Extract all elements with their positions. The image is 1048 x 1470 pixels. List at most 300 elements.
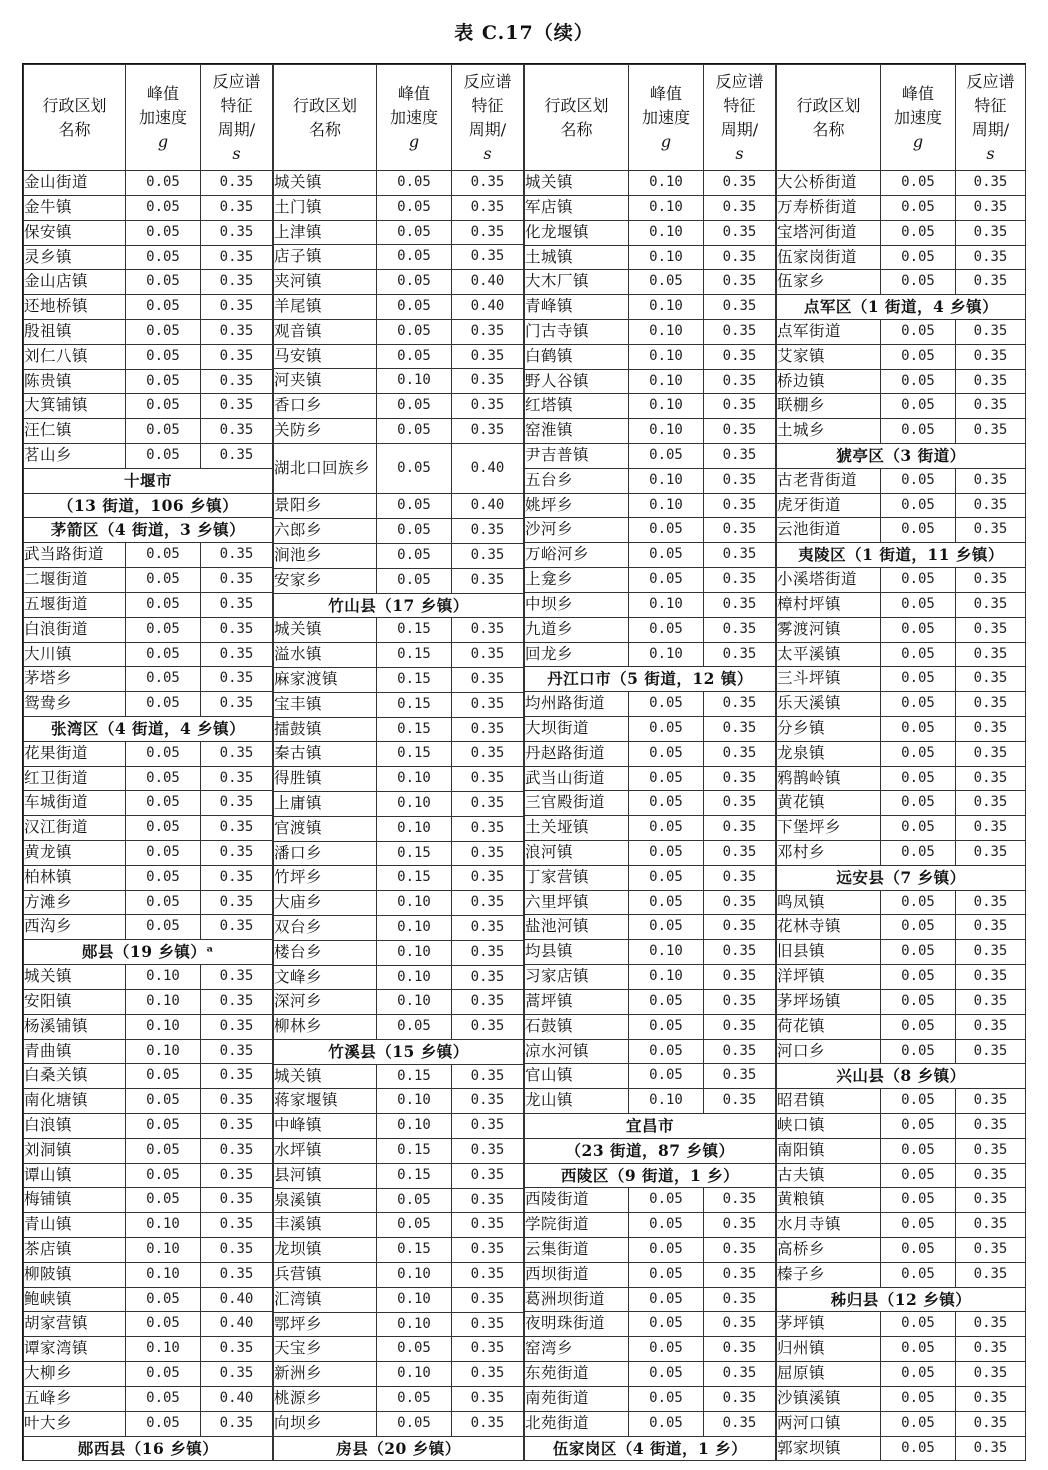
characteristic-period: 0.35 xyxy=(452,866,524,891)
table-row xyxy=(274,171,524,196)
characteristic-period: 0.35 xyxy=(704,1386,776,1411)
table-row xyxy=(274,344,524,369)
peak-acceleration: 0.05 xyxy=(881,319,956,344)
division-name: 葛洲坝街道 xyxy=(525,1287,629,1312)
division-name: 刘仁八镇 xyxy=(24,344,126,369)
division-name: 万寿桥街道 xyxy=(777,195,881,220)
division-name: 雾渡河镇 xyxy=(777,617,881,642)
characteristic-period: 0.35 xyxy=(452,1411,524,1436)
division-name: 丰溪镇 xyxy=(274,1213,377,1238)
header-name-line: 名称 xyxy=(812,119,845,139)
division-name: 云池街道 xyxy=(777,518,881,543)
peak-acceleration: 0.05 xyxy=(126,369,201,394)
peak-acceleration: 0.05 xyxy=(629,1039,704,1064)
group-heading: 秭归县（12 乡镇） xyxy=(777,1287,1026,1312)
characteristic-period: 0.35 xyxy=(452,519,524,544)
peak-acceleration: 0.15 xyxy=(377,1064,452,1089)
group-heading: 伍家岗区（4 街道，1 乡） xyxy=(525,1436,776,1461)
division-name: 沙河乡 xyxy=(525,518,629,543)
characteristic-period: 0.35 xyxy=(704,1039,776,1064)
group-heading: 宜昌市 xyxy=(525,1113,776,1138)
group-heading: 茅箭区（4 街道，3 乡镇） xyxy=(24,518,273,543)
characteristic-period: 0.35 xyxy=(201,741,273,766)
header-period-line: 反应谱 xyxy=(715,71,764,91)
peak-acceleration: 0.05 xyxy=(126,1089,201,1114)
peak-acceleration: 0.15 xyxy=(377,717,452,742)
group-heading: （23 街道，87 乡镇） xyxy=(525,1138,776,1163)
division-name: 泉溪镇 xyxy=(274,1188,377,1213)
peak-acceleration: 0.15 xyxy=(377,618,452,643)
characteristic-period: 0.35 xyxy=(704,1337,776,1362)
peak-acceleration: 0.05 xyxy=(126,1138,201,1163)
header-name-line: 行政区划 xyxy=(796,95,861,115)
peak-acceleration: 0.05 xyxy=(126,220,201,245)
peak-acceleration: 0.05 xyxy=(377,394,452,419)
header-pga xyxy=(881,65,956,171)
peak-acceleration: 0.05 xyxy=(629,444,704,469)
header-period xyxy=(201,65,273,171)
characteristic-period: 0.35 xyxy=(956,568,1026,593)
division-name: 尹吉普镇 xyxy=(525,444,629,469)
characteristic-period: 0.35 xyxy=(704,468,776,493)
peak-acceleration: 0.10 xyxy=(377,1089,452,1114)
peak-acceleration: 0.05 xyxy=(377,294,452,319)
group-row xyxy=(777,543,1026,568)
division-name: 大川镇 xyxy=(24,642,126,667)
peak-acceleration: 0.05 xyxy=(629,1014,704,1039)
table-row xyxy=(525,741,776,766)
peak-acceleration: 0.10 xyxy=(126,1262,201,1287)
peak-acceleration: 0.05 xyxy=(377,1213,452,1238)
peak-acceleration: 0.05 xyxy=(881,1163,956,1188)
characteristic-period: 0.35 xyxy=(452,1238,524,1263)
division-name: 鲍峡镇 xyxy=(24,1287,126,1312)
division-name: 六里坪镇 xyxy=(525,890,629,915)
table-row xyxy=(274,294,524,319)
characteristic-period: 0.35 xyxy=(201,865,273,890)
table-row xyxy=(525,295,776,320)
characteristic-period: 0.35 xyxy=(704,791,776,816)
header-pga-line: 加速度 xyxy=(389,107,438,127)
table-row xyxy=(274,1213,524,1238)
characteristic-period: 0.35 xyxy=(201,692,273,717)
characteristic-period: 0.35 xyxy=(452,319,524,344)
division-name: 艾家镇 xyxy=(777,344,881,369)
characteristic-period: 0.35 xyxy=(956,319,1026,344)
characteristic-period: 0.35 xyxy=(704,841,776,866)
peak-acceleration: 0.05 xyxy=(629,1386,704,1411)
characteristic-period: 0.35 xyxy=(452,1188,524,1213)
table-row xyxy=(24,270,273,295)
table-row xyxy=(777,1014,1026,1039)
characteristic-period: 0.40 xyxy=(201,1312,273,1337)
division-name: 官山镇 xyxy=(525,1064,629,1089)
header-pga-line: g xyxy=(660,131,672,151)
division-name: 安阳镇 xyxy=(24,989,126,1014)
characteristic-period: 0.35 xyxy=(452,965,524,990)
division-name: 大柳乡 xyxy=(24,1362,126,1387)
division-name: 古老背街道 xyxy=(777,468,881,493)
peak-acceleration: 0.05 xyxy=(881,344,956,369)
division-name: 浪河镇 xyxy=(525,841,629,866)
division-name: 西坝街道 xyxy=(525,1262,629,1287)
characteristic-period: 0.35 xyxy=(956,716,1026,741)
characteristic-period: 0.40 xyxy=(452,294,524,319)
peak-acceleration: 0.10 xyxy=(629,245,704,270)
division-name: 还地桥镇 xyxy=(24,295,126,320)
division-name: 汉江街道 xyxy=(24,816,126,841)
peak-acceleration: 0.05 xyxy=(881,493,956,518)
page-title: 表 C.17（续） xyxy=(454,22,594,44)
division-name: 中峰镇 xyxy=(274,1114,377,1139)
group-row xyxy=(274,1039,524,1064)
table-row xyxy=(274,990,524,1015)
division-name: 东苑街道 xyxy=(525,1362,629,1387)
table-row xyxy=(274,220,524,245)
peak-acceleration: 0.05 xyxy=(881,1436,956,1461)
peak-acceleration: 0.05 xyxy=(881,1089,956,1114)
division-name: 五堰街道 xyxy=(24,592,126,617)
peak-acceleration: 0.10 xyxy=(377,791,452,816)
group-heading: 丹江口市（5 街道，12 镇） xyxy=(525,667,776,692)
characteristic-period: 0.35 xyxy=(201,890,273,915)
characteristic-period: 0.35 xyxy=(956,1188,1026,1213)
table-row xyxy=(24,195,273,220)
table-row xyxy=(274,767,524,792)
characteristic-period: 0.35 xyxy=(452,841,524,866)
table-row xyxy=(525,468,776,493)
group-heading: 兴山县（8 乡镇） xyxy=(777,1064,1026,1089)
division-name: 三官殿街道 xyxy=(525,791,629,816)
header-period-line: 反应谱 xyxy=(966,71,1015,91)
characteristic-period: 0.35 xyxy=(704,543,776,568)
header-name-line: 名称 xyxy=(58,119,91,139)
peak-acceleration: 0.05 xyxy=(126,1411,201,1436)
characteristic-period: 0.35 xyxy=(452,1387,524,1412)
characteristic-period: 0.35 xyxy=(452,742,524,767)
table-row xyxy=(274,319,524,344)
division-name: 关防乡 xyxy=(274,418,377,443)
peak-acceleration: 0.10 xyxy=(126,1014,201,1039)
table-row xyxy=(274,866,524,891)
division-name: 白桑关镇 xyxy=(24,1064,126,1089)
table-row xyxy=(274,841,524,866)
peak-acceleration: 0.05 xyxy=(629,1213,704,1238)
peak-acceleration: 0.05 xyxy=(126,245,201,270)
division-name: 宝塔河街道 xyxy=(777,220,881,245)
table-row xyxy=(525,1188,776,1213)
division-name: 大箕铺镇 xyxy=(24,394,126,419)
division-name: 上龛乡 xyxy=(525,568,629,593)
peak-acceleration: 0.05 xyxy=(629,568,704,593)
peak-acceleration: 0.05 xyxy=(629,692,704,717)
peak-acceleration: 0.05 xyxy=(126,642,201,667)
table-column-1 xyxy=(23,64,273,1461)
peak-acceleration: 0.05 xyxy=(377,1188,452,1213)
division-name: 大坝街道 xyxy=(525,716,629,741)
characteristic-period: 0.35 xyxy=(956,1386,1026,1411)
division-name: 桃源乡 xyxy=(274,1387,377,1412)
division-name: 二堰街道 xyxy=(24,568,126,593)
characteristic-period: 0.35 xyxy=(201,1039,273,1064)
table-row xyxy=(24,890,273,915)
division-name: 陈贵镇 xyxy=(24,369,126,394)
peak-acceleration: 0.10 xyxy=(377,1287,452,1312)
characteristic-period: 0.35 xyxy=(704,617,776,642)
table-row xyxy=(525,617,776,642)
division-name: 茅坪场镇 xyxy=(777,989,881,1014)
header-period-line: 特征 xyxy=(974,95,1007,115)
characteristic-period: 0.35 xyxy=(452,816,524,841)
peak-acceleration: 0.05 xyxy=(881,692,956,717)
table-row xyxy=(24,1312,273,1337)
division-name: 洋坪镇 xyxy=(777,965,881,990)
peak-acceleration: 0.10 xyxy=(629,493,704,518)
header-pga-line: 峰值 xyxy=(146,83,179,103)
table-row xyxy=(525,766,776,791)
table-row xyxy=(24,344,273,369)
division-name: 马安镇 xyxy=(274,344,377,369)
group-row xyxy=(777,865,1026,890)
peak-acceleration: 0.05 xyxy=(881,468,956,493)
division-name: 龙坝镇 xyxy=(274,1238,377,1263)
peak-acceleration: 0.05 xyxy=(629,1362,704,1387)
table-row xyxy=(525,940,776,965)
characteristic-period: 0.35 xyxy=(704,319,776,344)
peak-acceleration: 0.05 xyxy=(126,1312,201,1337)
characteristic-period: 0.35 xyxy=(704,195,776,220)
division-name: 龙山镇 xyxy=(525,1089,629,1114)
division-name: 夹河镇 xyxy=(274,270,377,295)
table-row xyxy=(274,1139,524,1164)
table-row xyxy=(525,692,776,717)
peak-acceleration: 0.05 xyxy=(881,890,956,915)
peak-acceleration: 0.10 xyxy=(126,1337,201,1362)
division-name: 黄花镇 xyxy=(777,791,881,816)
table-row xyxy=(274,1287,524,1312)
table-row xyxy=(777,592,1026,617)
peak-acceleration: 0.05 xyxy=(377,494,452,519)
table-row xyxy=(274,940,524,965)
peak-acceleration: 0.05 xyxy=(881,667,956,692)
peak-acceleration: 0.10 xyxy=(377,940,452,965)
characteristic-period: 0.35 xyxy=(452,369,524,394)
division-name: 姚坪乡 xyxy=(525,493,629,518)
characteristic-period: 0.35 xyxy=(201,394,273,419)
peak-acceleration: 0.05 xyxy=(126,1362,201,1387)
group-heading: 竹溪县（15 乡镇） xyxy=(274,1039,524,1064)
peak-acceleration: 0.05 xyxy=(629,543,704,568)
group-row xyxy=(274,593,524,618)
peak-acceleration: 0.05 xyxy=(126,319,201,344)
characteristic-period: 0.35 xyxy=(956,642,1026,667)
group-heading: 远安县（7 乡镇） xyxy=(777,865,1026,890)
characteristic-period: 0.40 xyxy=(201,1287,273,1312)
group-heading: 点军区（1 街道，4 乡镇） xyxy=(777,295,1026,320)
table-row xyxy=(777,419,1026,444)
division-name: 金牛镇 xyxy=(24,195,126,220)
characteristic-period: 0.35 xyxy=(452,667,524,692)
characteristic-period: 0.35 xyxy=(704,915,776,940)
characteristic-period: 0.35 xyxy=(452,1163,524,1188)
division-name: 点军街道 xyxy=(777,319,881,344)
table-row xyxy=(24,394,273,419)
peak-acceleration: 0.05 xyxy=(881,369,956,394)
table-row xyxy=(24,692,273,717)
table-row xyxy=(777,171,1026,196)
table-row xyxy=(777,1138,1026,1163)
peak-acceleration: 0.05 xyxy=(377,344,452,369)
division-name: 溢水镇 xyxy=(274,643,377,668)
peak-acceleration: 0.05 xyxy=(126,1287,201,1312)
characteristic-period: 0.35 xyxy=(201,1138,273,1163)
peak-acceleration: 0.10 xyxy=(629,295,704,320)
division-name: 方滩乡 xyxy=(24,890,126,915)
peak-acceleration: 0.05 xyxy=(126,841,201,866)
table-row xyxy=(525,220,776,245)
peak-acceleration: 0.05 xyxy=(377,568,452,593)
characteristic-period: 0.35 xyxy=(201,1262,273,1287)
division-name: 茅塔乡 xyxy=(24,667,126,692)
peak-acceleration: 0.05 xyxy=(881,915,956,940)
peak-acceleration: 0.05 xyxy=(377,443,452,494)
group-row xyxy=(24,518,273,543)
characteristic-period: 0.35 xyxy=(956,270,1026,295)
division-name: 大木厂镇 xyxy=(525,270,629,295)
characteristic-period: 0.35 xyxy=(956,344,1026,369)
characteristic-period: 0.35 xyxy=(704,592,776,617)
division-name: 两河口镇 xyxy=(777,1411,881,1436)
peak-acceleration: 0.10 xyxy=(377,1362,452,1387)
characteristic-period: 0.35 xyxy=(201,592,273,617)
table-row xyxy=(24,667,273,692)
table-row xyxy=(274,1238,524,1263)
peak-acceleration: 0.10 xyxy=(629,642,704,667)
peak-acceleration: 0.05 xyxy=(629,989,704,1014)
division-name: 红卫街道 xyxy=(24,766,126,791)
characteristic-period: 0.35 xyxy=(956,1014,1026,1039)
table-row xyxy=(24,1386,273,1411)
characteristic-period: 0.35 xyxy=(956,1113,1026,1138)
peak-acceleration: 0.15 xyxy=(377,1139,452,1164)
header-pga-line: 加速度 xyxy=(893,107,942,127)
division-name: 得胜镇 xyxy=(274,767,377,792)
division-name: 窑淮镇 xyxy=(525,419,629,444)
division-name: 黄龙镇 xyxy=(24,841,126,866)
table-row xyxy=(274,568,524,593)
peak-acceleration: 0.05 xyxy=(881,394,956,419)
characteristic-period: 0.35 xyxy=(704,369,776,394)
characteristic-period: 0.35 xyxy=(956,816,1026,841)
characteristic-period: 0.35 xyxy=(201,1014,273,1039)
table-row xyxy=(525,791,776,816)
table-row xyxy=(525,1411,776,1436)
characteristic-period: 0.35 xyxy=(956,493,1026,518)
characteristic-period: 0.35 xyxy=(201,791,273,816)
header-pga-line: 峰值 xyxy=(397,83,430,103)
table-row xyxy=(274,643,524,668)
peak-acceleration: 0.05 xyxy=(126,915,201,940)
division-name: 城关镇 xyxy=(274,618,377,643)
group-row xyxy=(525,667,776,692)
group-heading: 西陵区（9 街道，1 乡） xyxy=(525,1163,776,1188)
division-name: 上津镇 xyxy=(274,220,377,245)
characteristic-period: 0.35 xyxy=(452,990,524,1015)
table-row xyxy=(525,518,776,543)
characteristic-period: 0.35 xyxy=(704,220,776,245)
peak-acceleration: 0.15 xyxy=(377,866,452,891)
division-name: 白浪街道 xyxy=(24,617,126,642)
peak-acceleration: 0.05 xyxy=(881,716,956,741)
table-row xyxy=(274,543,524,568)
division-name: 蒋家堰镇 xyxy=(274,1089,377,1114)
characteristic-period: 0.35 xyxy=(452,791,524,816)
header-period-line: 反应谱 xyxy=(463,71,512,91)
characteristic-period: 0.35 xyxy=(704,1362,776,1387)
characteristic-period: 0.35 xyxy=(704,989,776,1014)
division-name: 汪仁镇 xyxy=(24,419,126,444)
group-row xyxy=(24,940,273,965)
characteristic-period: 0.35 xyxy=(452,692,524,717)
division-name: 城关镇 xyxy=(274,171,377,196)
division-name: 店子镇 xyxy=(274,245,377,270)
peak-acceleration: 0.05 xyxy=(377,270,452,295)
peak-acceleration: 0.05 xyxy=(881,1113,956,1138)
header-row xyxy=(525,65,776,171)
division-name: 军店镇 xyxy=(525,195,629,220)
characteristic-period: 0.35 xyxy=(452,1287,524,1312)
peak-acceleration: 0.05 xyxy=(881,1238,956,1263)
peak-acceleration: 0.10 xyxy=(629,965,704,990)
division-name: 金山街道 xyxy=(24,171,126,196)
table-row xyxy=(24,1238,273,1263)
peak-acceleration: 0.05 xyxy=(881,741,956,766)
table-row xyxy=(777,394,1026,419)
peak-acceleration: 0.05 xyxy=(881,1262,956,1287)
peak-acceleration: 0.10 xyxy=(377,1114,452,1139)
group-row xyxy=(525,1163,776,1188)
division-name: 潘口乡 xyxy=(274,841,377,866)
table-row xyxy=(525,1386,776,1411)
characteristic-period: 0.40 xyxy=(452,443,524,494)
characteristic-period: 0.35 xyxy=(956,220,1026,245)
table-row xyxy=(274,1312,524,1337)
table-row xyxy=(777,766,1026,791)
division-name: 学院街道 xyxy=(525,1213,629,1238)
division-name: 窑湾乡 xyxy=(525,1337,629,1362)
division-name: 茗山乡 xyxy=(24,444,126,469)
peak-acceleration: 0.05 xyxy=(126,1163,201,1188)
division-name: 龙泉镇 xyxy=(777,741,881,766)
characteristic-period: 0.35 xyxy=(201,419,273,444)
peak-acceleration: 0.15 xyxy=(377,643,452,668)
table-row xyxy=(274,245,524,270)
table-row xyxy=(274,1064,524,1089)
characteristic-period: 0.35 xyxy=(704,1188,776,1213)
division-name: 大公桥街道 xyxy=(777,171,881,196)
table-row xyxy=(274,1188,524,1213)
characteristic-period: 0.35 xyxy=(704,890,776,915)
table-row xyxy=(24,1411,273,1436)
header-pga-line: 峰值 xyxy=(649,83,682,103)
characteristic-period: 0.35 xyxy=(956,940,1026,965)
table-row xyxy=(24,1064,273,1089)
division-name: 官渡镇 xyxy=(274,816,377,841)
peak-acceleration: 0.05 xyxy=(126,1064,201,1089)
table-row xyxy=(525,171,776,196)
table-row xyxy=(274,692,524,717)
header-pga-line: 加速度 xyxy=(138,107,187,127)
